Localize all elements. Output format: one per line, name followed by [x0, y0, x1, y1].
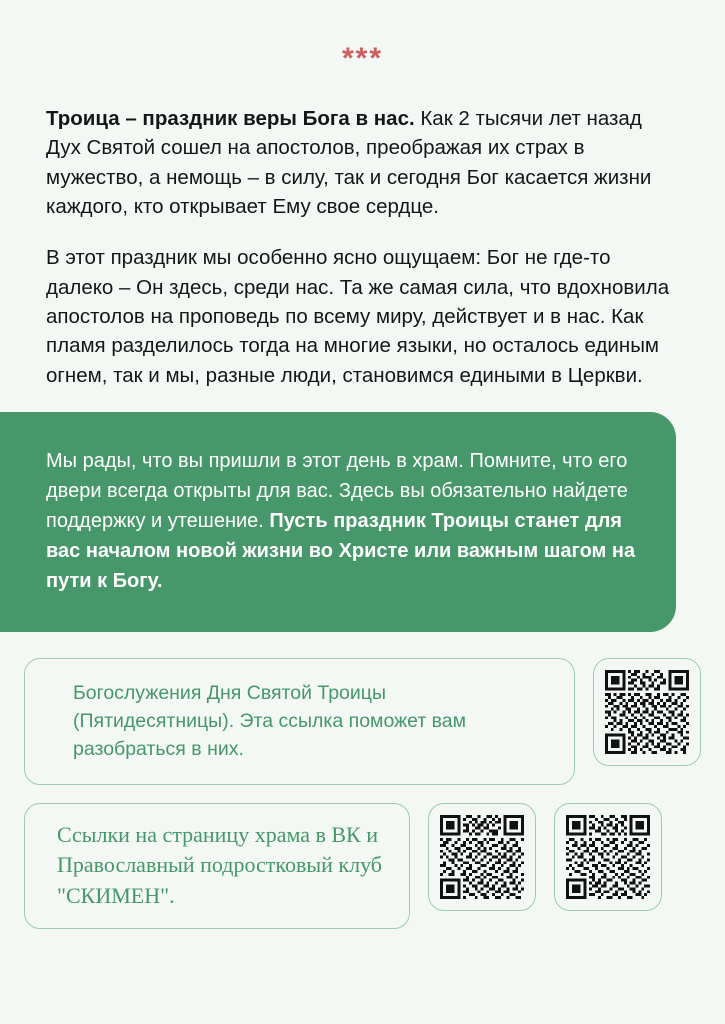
paragraph-1-rest: Как 2 тысячи лет назад Дух Святой сошел на апостолов, преображая их страх в мужество, а немощь – в силу, так и сегодня Бог касается жизни каждого, кто открывает Ему свое сердце.	[46, 107, 652, 218]
qr-box-vk[interactable]	[428, 803, 536, 911]
highlight-card	[0, 412, 676, 632]
qr-code-icon	[566, 815, 650, 899]
paragraph-1	[46, 104, 679, 221]
qr-code-icon	[605, 670, 689, 754]
paragraph-1-lead: Троица – праздник веры Бога в нас.	[46, 107, 415, 130]
link-box-services[interactable]	[24, 658, 575, 785]
link-text-services: Богослужения Дня Святой Троицы (Пятидесятницы). Эта ссылка поможет вам разобраться в них.	[73, 681, 467, 761]
link-row-services	[24, 658, 701, 785]
qr-box-services[interactable]	[593, 658, 701, 766]
article-body	[0, 104, 725, 390]
highlight-card-bold-text: Пусть праздник Троицы станет для вас началом новой жизни во Христе или важным шагом на пути к Богу.	[46, 509, 636, 592]
highlight-card-regular-text: Мы рады, что вы пришли в этот день в храм. Помните, что его двери всегда открыты для вас. Здесь вы обязательно найдете поддержку и утешение.	[46, 449, 628, 532]
link-box-social[interactable]	[24, 803, 410, 929]
paragraph-2	[46, 243, 679, 390]
link-row-social	[24, 803, 701, 929]
divider-asterisks: ***	[341, 42, 384, 75]
qr-box-skimen[interactable]	[554, 803, 662, 911]
links-section	[0, 632, 725, 929]
qr-code-icon	[440, 815, 524, 899]
paragraph-2-text: В этот праздник мы особенно ясно ощущаем: Бог не где-то далеко – Он здесь, среди нас. Та же самая сила, что вдохновила апостолов на проповедь по всему миру, действует и в нас. Как пламя разделилось тогда на многие языки, но осталось единым огнем, так и мы, разные люди, становимся едиными в Церкви.	[46, 246, 670, 387]
link-text-social: Ссылки на страницу храма в ВК и Православный подростковый клуб "СКИМЕН".	[57, 821, 383, 909]
